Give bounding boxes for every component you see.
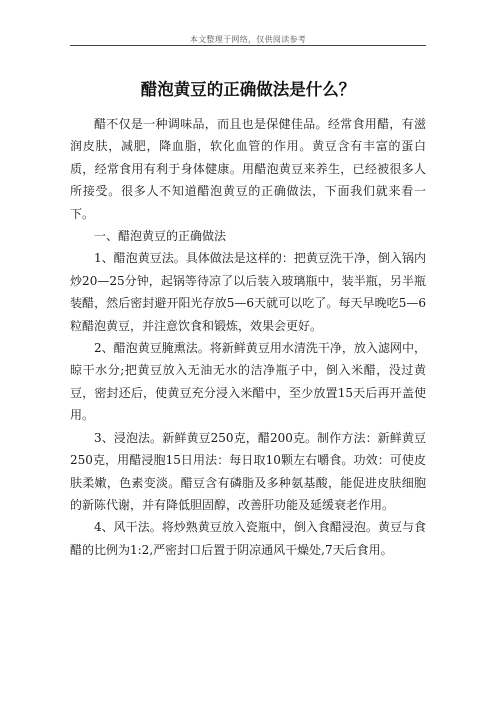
header-divider [70, 45, 426, 46]
document-title: 醋泡黄豆的正确做法是什么？ [140, 80, 356, 99]
method-paragraph-4: 4、风干法。将炒熟黄豆放入瓷瓶中，倒入食醋浸泡。黄豆与食醋的比例为1:2,严密封口后置于阴凉通风干燥处,7天后食用。 [70, 520, 426, 557]
section-heading: 一、醋泡黄豆的正确做法 [94, 229, 227, 244]
intro-paragraph: 醋不仅是一种调味品，而且也是保健佳品。经常食用醋，有滋润皮肤，减肥，降血脂，软化血管的作用。黄豆含有丰富的蛋白质，经常食用有利于身体健康。用醋泡黄豆来养生，已经被很多人所接受。很多人不知道醋泡黄豆的正确做法，下面我们就来看一下。 [70, 117, 426, 221]
header-note: 本文整理于网络，仅供阅读参考 [189, 35, 307, 44]
method-paragraph-2: 2、醋泡黄豆腌熏法。将新鲜黄豆用水清洗干净，放入滤网中，晾干水分;把黄豆放入无油无水的洁净瓶子中，倒入米醋，没过黄豆，密封还后，使黄豆充分浸入米醋中，至少放置15天后再开盖使用。 [70, 341, 426, 423]
document-body [70, 113, 426, 561]
method-paragraph-3: 3、浸泡法。新鲜黄豆250克，醋200克。制作方法：新鲜黄豆250克，用醋浸胞15日用法：每日取10颗左右嚼食。功效：可使皮肤柔嫩，色素变淡。醋豆含有磷脂及多种氨基酸，能促进皮肤细胞的新陈代谢，并有降低胆固醇，改善肝功能及延缓衰老作用。 [70, 430, 426, 512]
method-paragraph-1: 1、醋泡黄豆法。具体做法是这样的：把黄豆洗干净，倒入锅内炒20—25分钟，起锅等待凉了以后装入玻璃瓶中，装半瓶，另半瓶装醋，然后密封避开阳光存放5—6天就可以吃了。每天早晚吃5—6粒醋泡黄豆，并注意饮食和锻炼，效果会更好。 [70, 251, 426, 333]
